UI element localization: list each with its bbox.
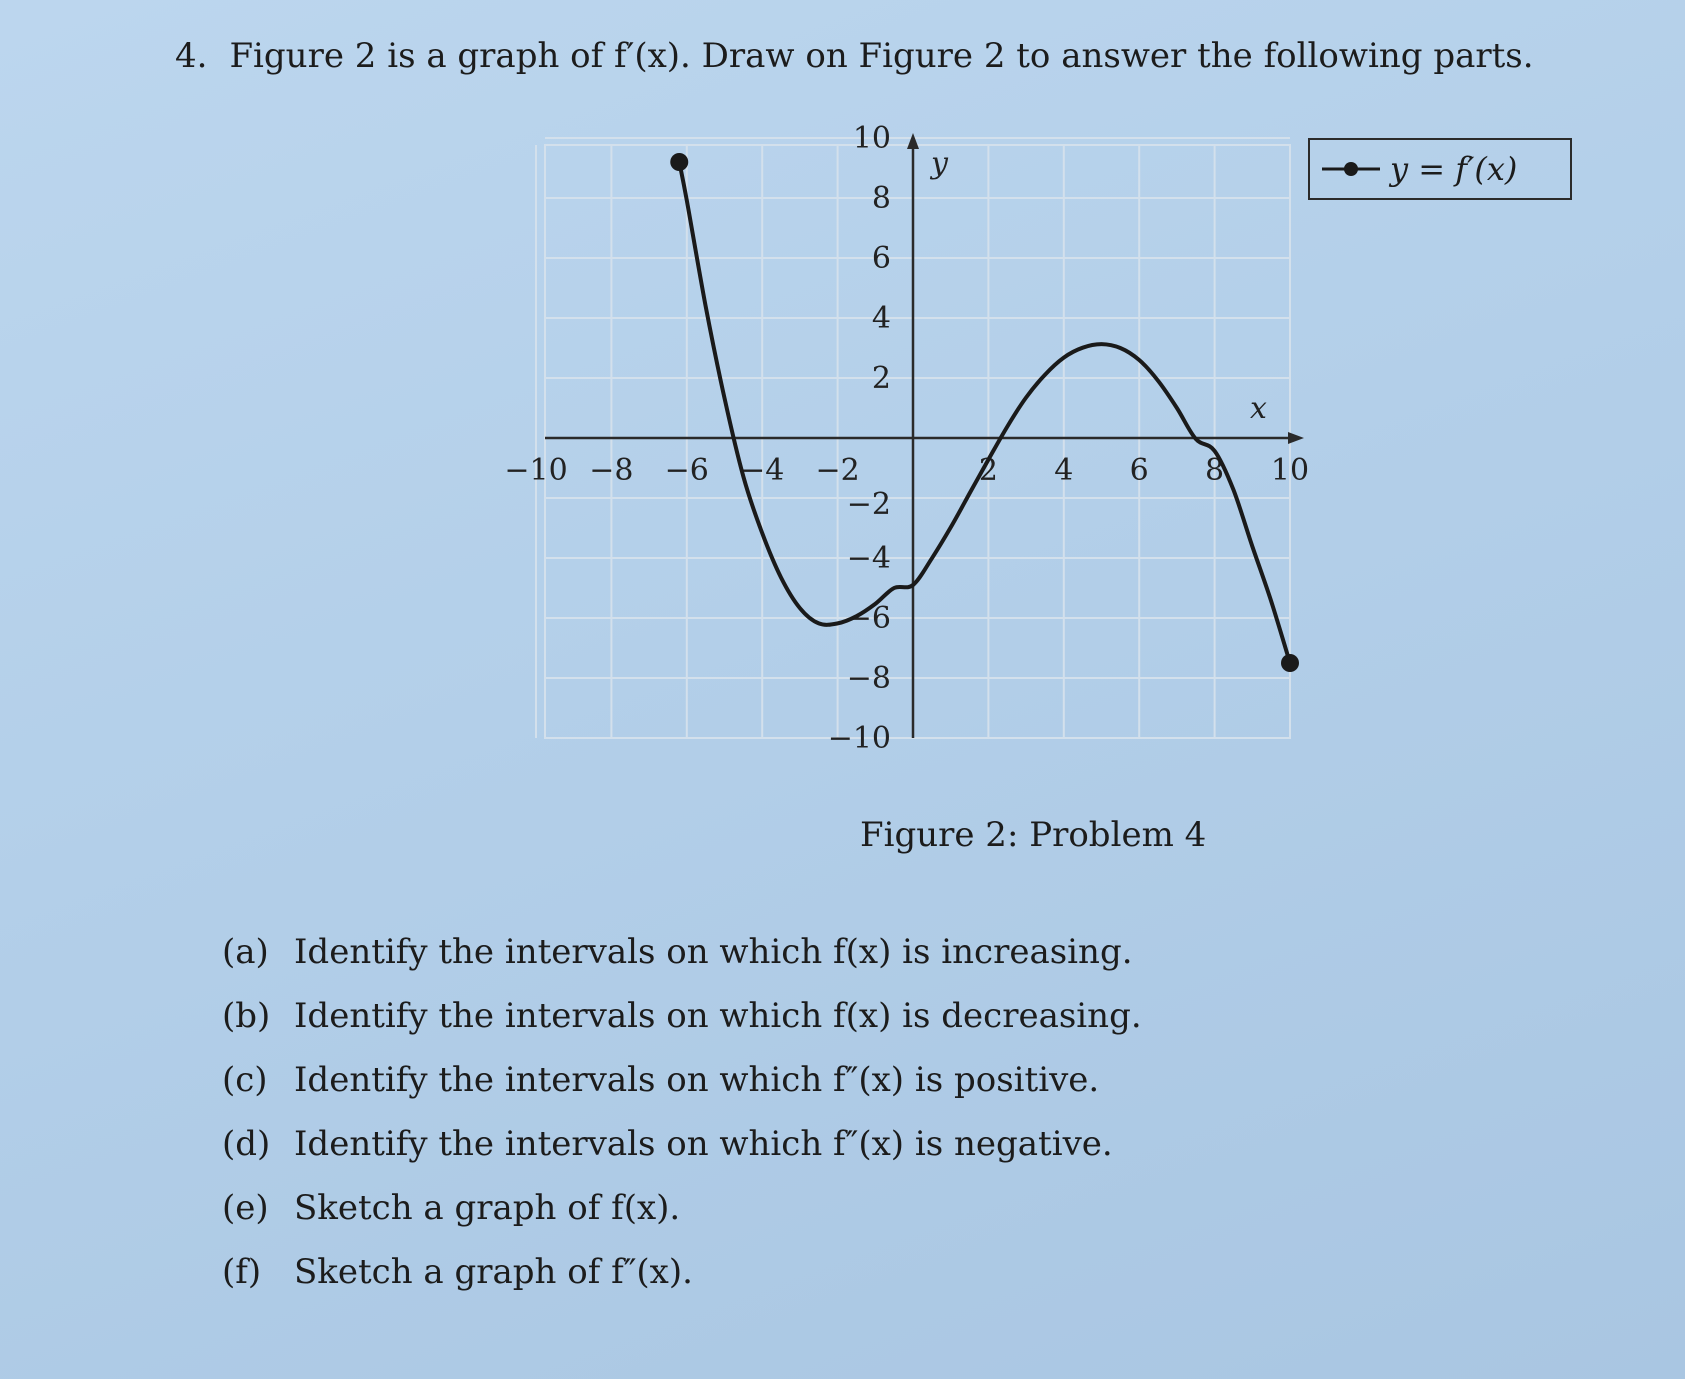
question-part-text: Sketch a graph of f″(x).: [294, 1252, 693, 1292]
plot-frame: [545, 145, 1290, 738]
x-tick-label: −4: [740, 453, 785, 488]
x-tick-label: 6: [1129, 453, 1149, 488]
question-part-text: Identify the intervals on which f″(x) is positive.: [294, 1060, 1100, 1100]
axes: [545, 133, 1304, 738]
question-part: [222, 1252, 1142, 1316]
x-tick-label: 10: [1270, 453, 1310, 488]
series-layer: [670, 153, 1299, 672]
question-part-label: (c): [222, 1060, 268, 1100]
legend-swatch-icon: [1320, 159, 1382, 179]
x-tick-label: −6: [664, 453, 709, 488]
x-tick-label: −2: [815, 453, 860, 488]
y-tick-label: −10: [827, 721, 891, 756]
question-part-label: (d): [222, 1124, 271, 1164]
x-axis-arrowhead: [1288, 432, 1304, 444]
x-tick-label: −8: [589, 453, 634, 488]
figure-caption: Figure 2: Problem 4: [860, 815, 1207, 855]
question-parts: [222, 932, 1142, 1316]
question-part-label: (e): [222, 1188, 269, 1228]
question-part-text: Identify the intervals on which f″(x) is negative.: [294, 1124, 1113, 1164]
x-tick-label: 2: [978, 453, 998, 488]
legend-label: y = f′(x): [1390, 150, 1518, 188]
problem-prompt: Figure 2 is a graph of f′(x). Draw on Figure 2 to answer the following parts.: [229, 36, 1534, 76]
series-line-f-prime: [679, 162, 1290, 663]
y-tick-label: −4: [846, 541, 891, 576]
series-endpoint-marker: [670, 153, 688, 171]
question-part: [222, 1188, 1142, 1252]
y-axis-arrowhead: [907, 133, 919, 149]
legend: [1308, 138, 1572, 200]
question-part-label: (a): [222, 932, 269, 972]
x-tick-label: −10: [504, 453, 568, 488]
question-part: [222, 996, 1142, 1060]
y-tick-label: −8: [846, 661, 891, 696]
x-axis-name: x: [1250, 391, 1267, 426]
question-part-text: Sketch a graph of f(x).: [294, 1188, 681, 1228]
y-tick-label: 2: [871, 361, 891, 396]
y-axis-name: y: [931, 146, 948, 181]
y-tick-label: 10: [852, 121, 891, 156]
y-tick-label: 6: [871, 241, 891, 276]
question-part-label: (f): [222, 1252, 262, 1292]
question-part: [222, 932, 1142, 996]
question-part-text: Identify the intervals on which f(x) is increasing.: [294, 932, 1133, 972]
problem-number: 4.: [175, 36, 208, 76]
y-tick-label: −6: [846, 601, 891, 636]
x-tick-label: 4: [1054, 453, 1074, 488]
series-endpoint-marker: [1281, 654, 1299, 672]
question-part: [222, 1060, 1142, 1124]
y-tick-label: 4: [871, 301, 891, 336]
y-tick-label: 8: [871, 181, 891, 216]
x-tick-label: 8: [1205, 453, 1225, 488]
question-part-label: (b): [222, 996, 271, 1036]
y-tick-label: −2: [846, 487, 891, 522]
question-part: [222, 1124, 1142, 1188]
question-part-text: Identify the intervals on which f(x) is decreasing.: [294, 996, 1142, 1036]
